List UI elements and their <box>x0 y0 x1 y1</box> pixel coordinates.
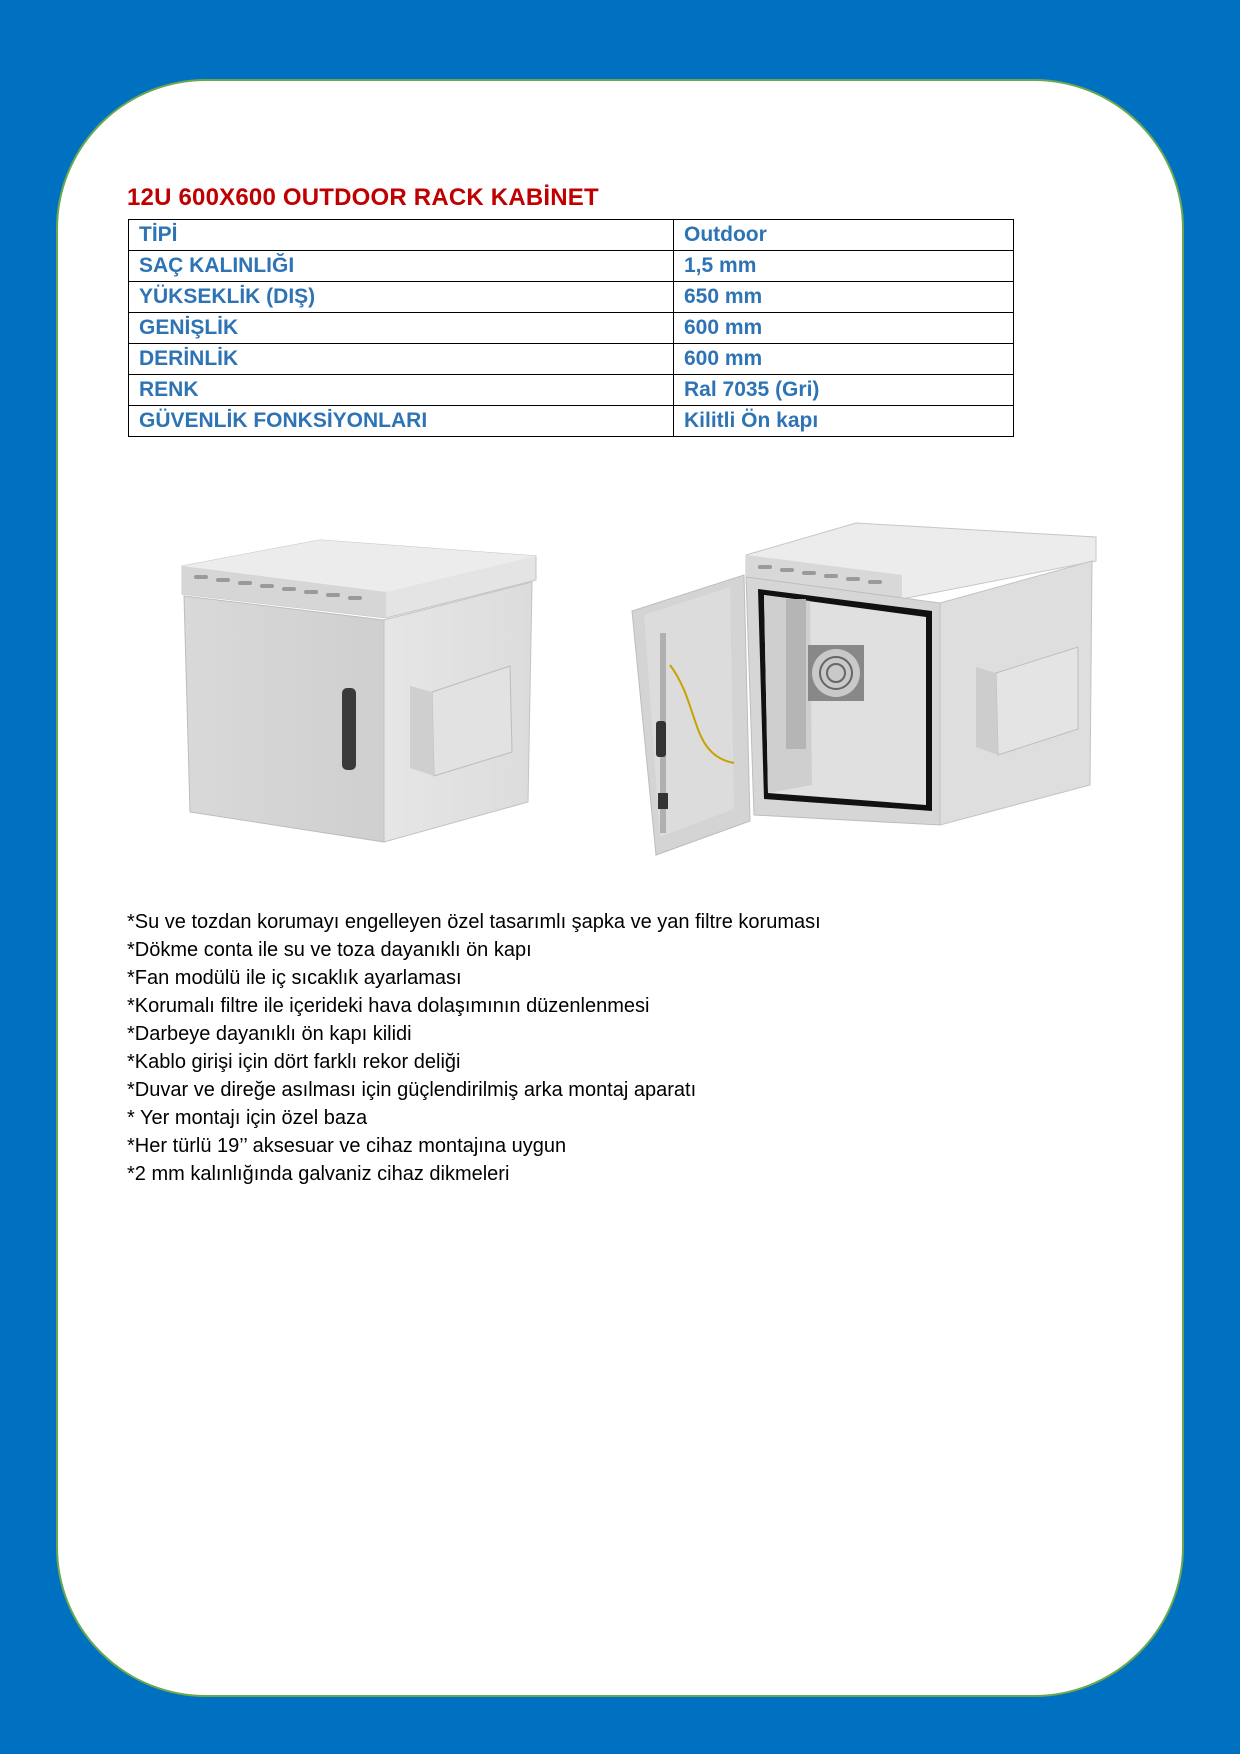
page-title: 12U 600X600 OUTDOOR RACK KABİNET <box>127 184 599 211</box>
spec-table <box>128 219 1014 437</box>
table-row <box>129 313 1014 344</box>
table-row <box>129 282 1014 313</box>
spec-value: 1,5 mm <box>674 251 1014 282</box>
cabinet-closed-photo <box>170 530 550 850</box>
spec-label: TİPİ <box>129 220 674 251</box>
spec-value: 600 mm <box>674 313 1014 344</box>
spec-label: YÜKSEKLİK (DIŞ) <box>129 282 674 313</box>
spec-value: 650 mm <box>674 282 1014 313</box>
table-row <box>129 344 1014 375</box>
table-row <box>129 220 1014 251</box>
list-item: *2 mm kalınlığında galvaniz cihaz dikmeleri <box>127 1163 510 1185</box>
list-item: *Su ve tozdan korumayı engelleyen özel tasarımlı şapka ve yan filtre koruması <box>127 911 821 933</box>
list-item: *Fan modülü ile iç sıcaklık ayarlaması <box>127 967 462 989</box>
spec-value: Ral 7035 (Gri) <box>674 375 1014 406</box>
spec-label: GENİŞLİK <box>129 313 674 344</box>
cabinet-open-photo <box>630 515 1100 860</box>
spec-label: RENK <box>129 375 674 406</box>
list-item: *Korumalı filtre ile içerideki hava dolaşımının düzenlenmesi <box>127 995 650 1017</box>
table-row <box>129 251 1014 282</box>
table-row <box>129 406 1014 437</box>
spec-label: DERİNLİK <box>129 344 674 375</box>
list-item: *Kablo girişi için dört farklı rekor deliği <box>127 1051 461 1073</box>
table-row <box>129 375 1014 406</box>
list-item: *Dökme conta ile su ve toza dayanıklı ön kapı <box>127 939 532 961</box>
list-item: *Her türlü 19’’ aksesuar ve cihaz montajına uygun <box>127 1135 567 1157</box>
list-item: * Yer montajı için özel baza <box>127 1107 368 1129</box>
spec-value: 600 mm <box>674 344 1014 375</box>
spec-label: SAÇ KALINLIĞI <box>129 251 674 282</box>
spec-value: Outdoor <box>674 220 1014 251</box>
spec-label: GÜVENLİK FONKSİYONLARI <box>129 406 674 437</box>
list-item: *Duvar ve direğe asılması için güçlendirilmiş arka montaj aparatı <box>127 1079 697 1101</box>
spec-value: Kilitli Ön kapı <box>674 406 1014 437</box>
feature-list <box>127 908 821 1188</box>
list-item: *Darbeye dayanıklı ön kapı kilidi <box>127 1023 412 1045</box>
